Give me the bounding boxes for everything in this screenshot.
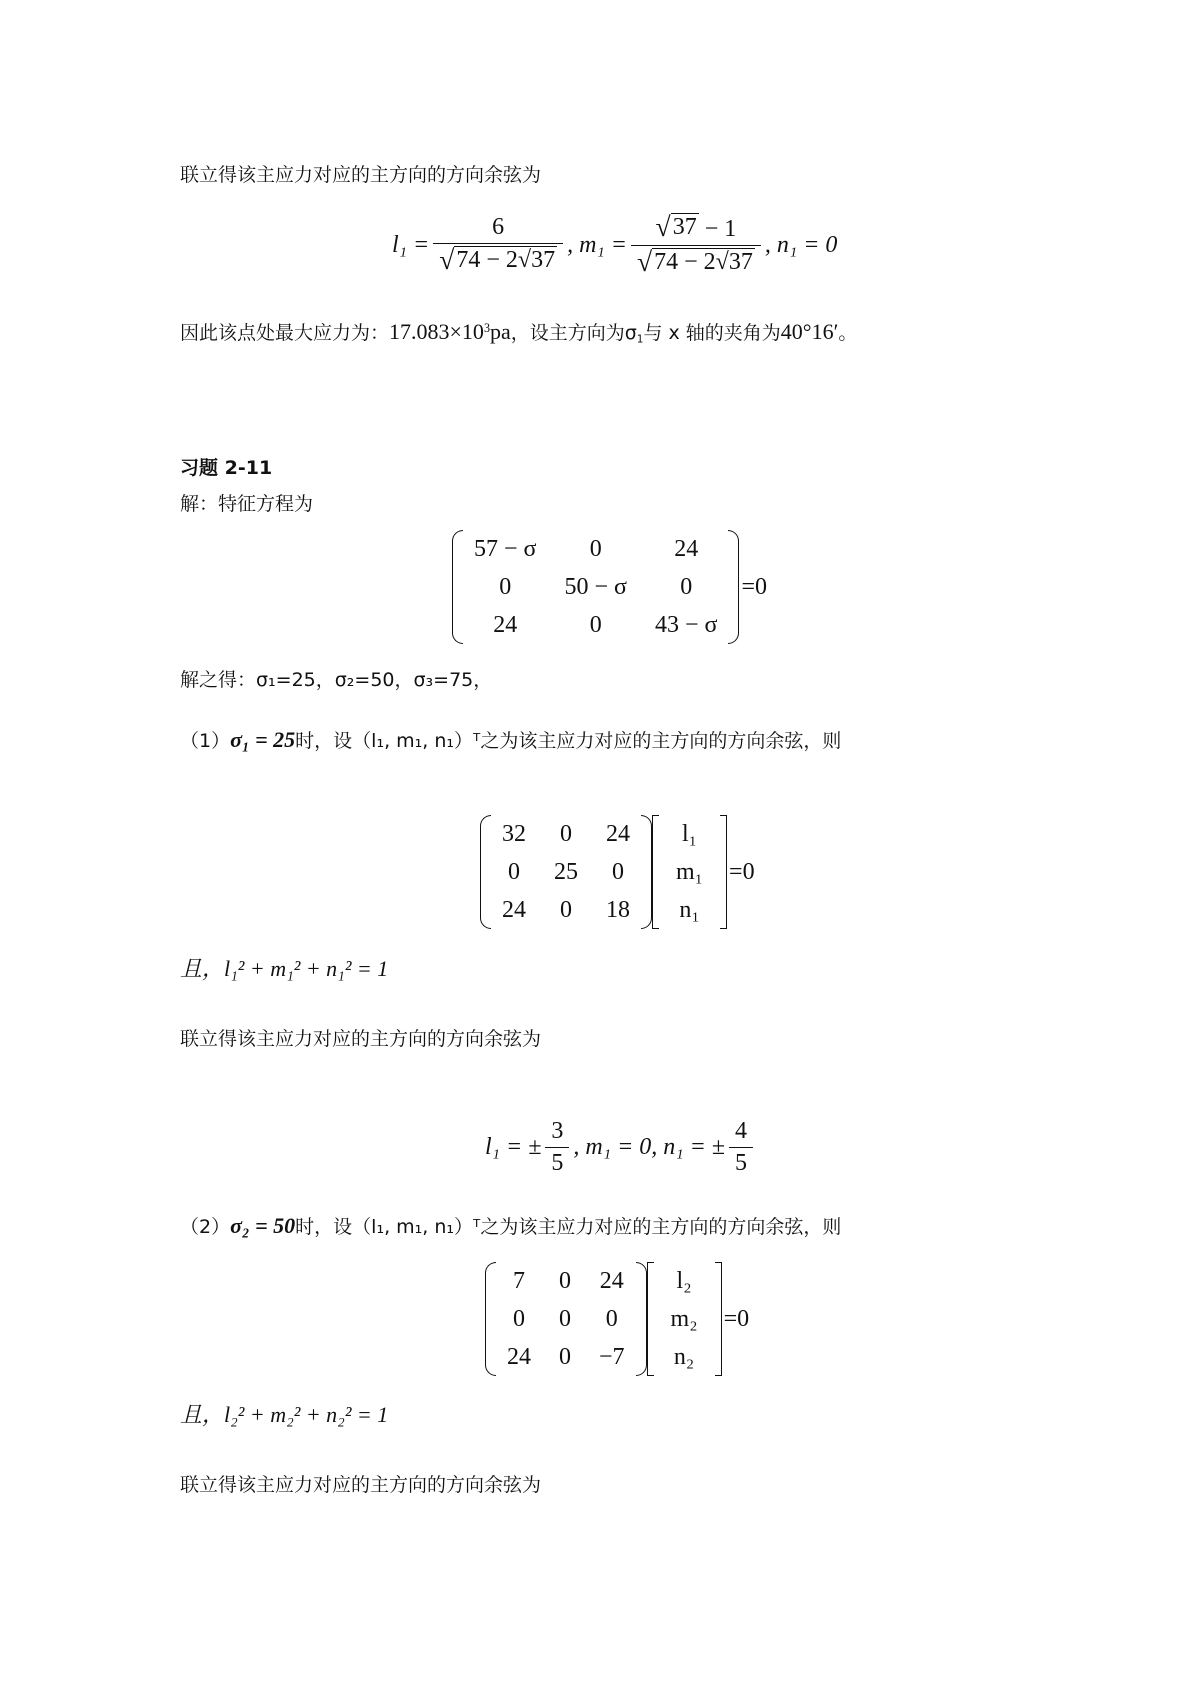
char-cell-3-2: 0: [589, 611, 602, 638]
eq1-l-numerator: 6: [492, 214, 505, 240]
paragraph-case-1-normalization: 且，l₁² + m₁² + n₁² = 1: [180, 956, 389, 981]
case2-matrix-parens: [485, 1262, 647, 1376]
eq1-m-denominator: √ 74 − 2√37: [631, 245, 761, 278]
case1-cell-2-3: 0: [612, 858, 624, 885]
case2-cell-3-3: −7: [599, 1343, 625, 1370]
paragraph-max-stress: 因此该点处最大应力为：$17.083\times 10^3pa$，设主方向为$\sigma_1$与 x 轴的夹角为40°16′。: [180, 319, 858, 346]
eq1-m-numerator: √ 37 − 1: [655, 210, 737, 242]
case1-cell-1-1: 32: [502, 820, 526, 847]
case1-cell-3-3: 18: [606, 896, 630, 923]
case2-cell-2-1: 0: [513, 1305, 525, 1332]
case2-cell-3-2: 0: [559, 1343, 571, 1370]
eq1-m-fraction: [631, 210, 761, 278]
eq1-l-fraction: [433, 214, 563, 276]
sol1-l-numerator: 3: [551, 1118, 564, 1144]
paragraph-case-1: （1）σ₁ = 25时，设（l₁, m₁, n₁）ᵀ之为该主应力对应的主方向的方向余弦，则: [180, 727, 842, 752]
case2-vector-l: l₂: [676, 1267, 692, 1294]
char-cell-2-1: 0: [499, 573, 512, 600]
case2-cell-1-2: 0: [559, 1267, 571, 1294]
char-cell-2-3: 0: [680, 573, 693, 600]
case2-vector: [657, 1262, 712, 1376]
case1-cell-3-2: 0: [560, 896, 572, 923]
equation-direction-cosines-radical: [392, 200, 837, 290]
sol1-n-denominator: 5: [729, 1147, 753, 1177]
case1-cell-1-3: 24: [606, 820, 630, 847]
case1-matrix: [488, 815, 644, 929]
equation-case-1-solution: [485, 1118, 757, 1177]
case2-vector-m: m₂: [670, 1305, 698, 1332]
equation-characteristic-matrix: [452, 530, 767, 644]
char-matrix: [460, 530, 731, 644]
case2-matrix: [493, 1262, 639, 1376]
paragraph-direction-cosines-case-2: 联立得该主应力对应的主方向的方向余弦为: [180, 1474, 542, 1496]
case2-vector-n: n₂: [673, 1343, 695, 1370]
equation-case-1-matrix: [480, 815, 755, 929]
equation-case-2-matrix: [485, 1262, 749, 1376]
char-cell-3-1: 24: [493, 611, 518, 638]
char-cell-1-3: 24: [674, 535, 699, 562]
char-cell-1-2: 0: [589, 535, 602, 562]
paragraph-characteristic-equation: 解：特征方程为: [180, 493, 314, 515]
sol1-mid: , m₁ = 0, n₁ = ±: [573, 1134, 725, 1160]
case1-equals-zero: =0: [729, 858, 755, 885]
case1-vector-l: l₁: [682, 820, 698, 847]
sol1-l-fraction: [545, 1118, 569, 1177]
case1-cell-1-2: 0: [560, 820, 572, 847]
char-equals-zero: =0: [741, 573, 767, 600]
paragraph-case-2: （2）σ₂ = 50时，设（l₁, m₁, n₁）ᵀ之为该主应力对应的主方向的方向余弦，则: [180, 1213, 842, 1238]
case2-cell-1-1: 7: [513, 1267, 525, 1294]
eq1-l-denominator: √ 74 − 2√37: [433, 243, 563, 276]
case2-equals-zero: =0: [723, 1305, 750, 1332]
char-cell-1-1: 57 − σ: [474, 535, 537, 562]
case1-cell-2-2: 25: [554, 858, 578, 885]
case1-vector-m: m₁: [676, 858, 704, 885]
case2-cell-2-2: 0: [559, 1305, 571, 1332]
paragraph-direction-cosines-intro: 联立得该主应力对应的主方向的方向余弦为: [180, 164, 542, 186]
paragraph-case-2-normalization: 且，l₂² + m₂² + n₂² = 1: [180, 1402, 389, 1427]
case1-matrix-parens: [480, 815, 652, 929]
char-cell-2-2: 50 − σ: [564, 573, 627, 600]
section-heading: 习题 2-11: [180, 457, 273, 479]
case2-cell-3-1: 24: [507, 1343, 531, 1370]
char-cell-3-3: 43 − σ: [654, 611, 718, 638]
char-matrix-parens: [452, 530, 739, 644]
case1-cell-3-1: 24: [502, 896, 526, 923]
case1-cell-2-1: 0: [508, 858, 520, 885]
sol1-n-numerator: 4: [734, 1118, 747, 1144]
case1-vector-brackets: [652, 815, 727, 929]
eq1-n-part: , n₁ = 0: [764, 231, 838, 258]
case1-vector-n: n₁: [679, 896, 700, 923]
eq1-m-lhs: , m₁ =: [567, 231, 627, 258]
sol1-n-fraction: [729, 1118, 753, 1177]
eq1-l-lhs: l₁ =: [392, 231, 430, 258]
case1-vector: [662, 815, 717, 929]
paragraph-direction-cosines-case-1: 联立得该主应力对应的主方向的方向余弦为: [180, 1028, 542, 1050]
sol1-l-lhs: l₁ = ±: [485, 1134, 542, 1160]
case2-vector-brackets: [647, 1262, 722, 1376]
paragraph-principal-stresses: 解之得：σ₁=25，σ₂=50，σ₃=75，: [180, 669, 493, 691]
case2-cell-1-3: 24: [599, 1267, 624, 1294]
sol1-l-denominator: 5: [545, 1147, 569, 1177]
case2-cell-2-3: 0: [605, 1305, 618, 1332]
